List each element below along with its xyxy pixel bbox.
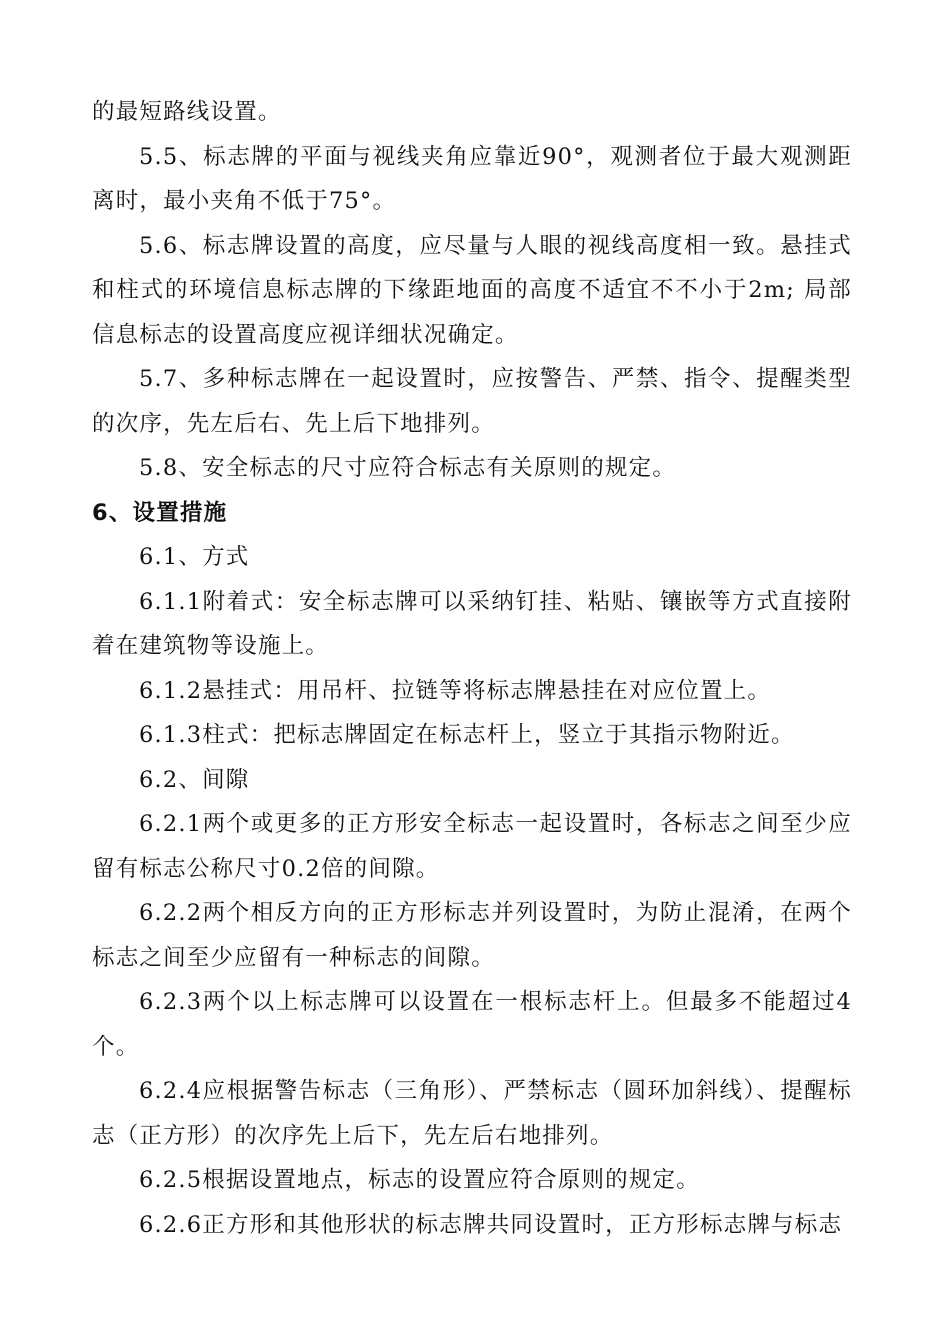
paragraph-6-1-2: 6.1.2悬挂式：用吊杆、拉链等将标志牌悬挂在对应位置上。 bbox=[139, 677, 772, 704]
paragraph-continuation: 的最短路线设置。 bbox=[92, 99, 282, 125]
paragraph-6-1: 6.1、方式 bbox=[139, 544, 250, 570]
paragraph-5-5: 5.5、标志牌的平面与视线夹角应靠近90°，观测者位于最大观测距离时，最小夹角不低于75°。 bbox=[92, 143, 852, 214]
paragraph-6-2-5: 6.2.5根据设置地点，标志的设置应符合原则的规定。 bbox=[139, 1167, 700, 1193]
paragraph-6-2-1: 6.2.1两个或更多的正方形安全标志一起设置时，各标志之间至少应留有标志公称尺寸0.2倍的间隙。 bbox=[92, 811, 852, 882]
paragraph-6-1-3: 6.1.3柱式：把标志牌固定在标志杆上，竖立于其指示物附近。 bbox=[139, 722, 795, 748]
paragraph-5-6: 5.6、标志牌设置的高度，应尽量与人眼的视线高度相一致。悬挂式和柱式的环境信息标志牌的下缘距地面的高度不适宜不不小于2m; 局部信息标志的设置高度应视详细状况确定。 bbox=[92, 232, 852, 348]
paragraph-6-2-6: 6.2.6正方形和其他形状的标志牌共同设置时，正方形标志牌与标志 bbox=[139, 1211, 843, 1238]
paragraph-6-2-4: 6.2.4应根据警告标志（三角形）、严禁标志（圆环加斜线）、提醒标志（正方形）的次序先上后下，先左后右地排列。 bbox=[92, 1078, 852, 1149]
section-heading-6: 6、设置措施 bbox=[92, 499, 228, 526]
paragraph-5-8: 5.8、安全标志的尺寸应符合标志有关原则的规定。 bbox=[139, 455, 677, 481]
paragraph-6-2-3: 6.2.3两个以上标志牌可以设置在一根标志杆上。但最多不能超过4个。 bbox=[92, 989, 852, 1060]
paragraph-6-1-1: 6.1.1附着式：安全标志牌可以采纳钉挂、粘贴、镶嵌等方式直接附着在建筑物等设施上。 bbox=[92, 588, 852, 659]
document-body bbox=[92, 90, 852, 1247]
paragraph-5-7: 5.7、多种标志牌在一起设置时，应按警告、严禁、指令、提醒类型的次序，先左后右、先上后下地排列。 bbox=[92, 366, 852, 437]
paragraph-6-2: 6.2、间隙 bbox=[139, 766, 250, 793]
paragraph-6-2-2: 6.2.2两个相反方向的正方形标志并列设置时，为防止混淆，在两个标志之间至少应留有一种标志的间隙。 bbox=[92, 900, 852, 971]
